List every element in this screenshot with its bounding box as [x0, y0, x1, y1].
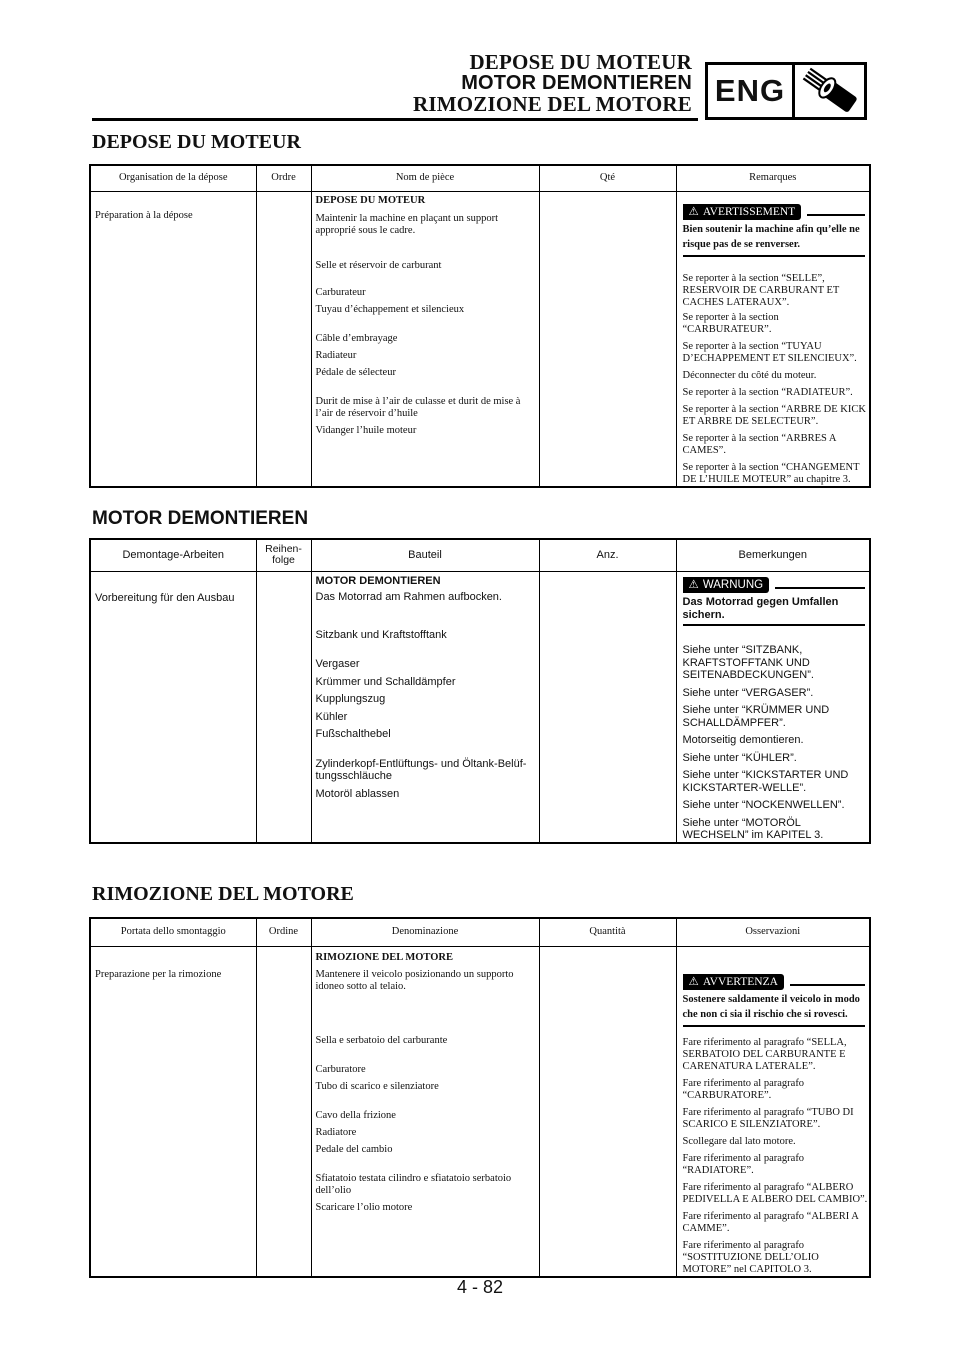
header-title-it: RIMOZIONE DEL MOTORE [413, 92, 692, 116]
col-header: Denominazione [311, 918, 539, 946]
group-label: Préparation à la dépose [95, 209, 193, 221]
page-header-titles [413, 52, 692, 115]
remark: Se reporter à la section “RADIATEUR”. [682, 386, 853, 398]
part-name: Radiateur [315, 349, 357, 361]
remark: Déconnecter du côté du moteur. [682, 369, 817, 381]
section-title-fr: DEPOSE DU MOTEUR [92, 131, 301, 153]
section-title-it: RIMOZIONE DEL MOTORE [92, 883, 354, 905]
remark: Se reporter à la section “ARBRE DE KICK ET ARBRE DE SELECTEUR”. [682, 403, 866, 427]
remark: Se reporter à la section “SELLE”, RESERVOIR DE CARBURANT ET CACHES LATERAUX”. [682, 272, 840, 308]
warning-text: Sostenere saldamente il veicolo in modo che non ci sia il rischio che si rovesci. [682, 993, 860, 1020]
part-name: Kupplungszug [315, 693, 386, 705]
warning-text: Das Motorrad gegen Umfallen sichern. [682, 596, 839, 621]
remark: Se reporter à la section “TUYAU D’ECHAPPEMENT ET SILENCIEUX”. [682, 340, 857, 364]
block-heading: MOTOR DEMONTIEREN [315, 574, 441, 587]
col-header: Reihen-folge [256, 539, 311, 571]
col-header: Osservazioni [676, 918, 870, 946]
remark: Fare riferimento al paragrafo “ALBERI A CAMME”. [682, 1210, 859, 1234]
warning-label: ⚠ AVERTISSEMENT [683, 204, 802, 220]
table-header-row [90, 165, 870, 191]
warning-icon: ⚠ [688, 205, 699, 218]
part-name: Das Motorrad am Rahmen aufbocken. [315, 591, 502, 603]
warning-icon: ⚠ [688, 975, 699, 988]
col-header: Bauteil [311, 539, 539, 571]
part-name: Krümmer und Schalldämpfer [315, 675, 456, 688]
part-name: Selle et réservoir de carburant [315, 259, 442, 271]
section-tab-label: ENG [708, 65, 795, 117]
part-name: Zylinderkopf-Entlüftungs- und Öltank-Belüf-tungsschläuche [315, 757, 527, 782]
part-name: Sella e serbatoio del carburante [315, 1034, 448, 1046]
part-name: Sitzbank und Kraftstofftank [315, 628, 447, 641]
remark: Fare riferimento al paragrafo “SOSTITUZIONE DELL’OLIO MOTORE” nel CAPITOLO 3. [682, 1239, 819, 1275]
col-header: Nom de pièce [311, 165, 539, 191]
part-name: Kühler [315, 710, 348, 723]
part-name: Carburateur [315, 286, 366, 298]
part-name: Maintenir la machine en plaçant un support approprié sous le cadre. [315, 212, 499, 236]
part-name: Radiatore [315, 1126, 357, 1138]
remark: Siehe unter “SITZBANK, KRAFTSTOFFTANK UND SEITENABDECKUNGEN”. [682, 644, 814, 681]
col-header: Portata dello smontaggio [90, 918, 256, 946]
col-header: Demontage-Arbeiten [90, 539, 256, 571]
remark: Fare riferimento al paragrafo “ALBERO PEDIVELLA E ALBERO DEL CAMBIO”. [682, 1181, 868, 1205]
col-header: Anz. [539, 539, 676, 571]
remark: Fare riferimento al paragrafo “CARBURATORE”. [682, 1077, 805, 1101]
procedure-table-it [89, 917, 871, 1278]
page-number: 4 - 82 [456, 1277, 504, 1297]
col-header: Organisation de la dépose [90, 165, 256, 191]
remark: Siehe unter “KICKSTARTER UND KICKSTARTER-WELLE”. [682, 769, 849, 794]
header-rule [92, 118, 698, 121]
warning-header [683, 204, 870, 220]
remark: Se reporter à la section “ARBRES A CAMES”. [682, 432, 836, 456]
col-header: Remarques [676, 165, 870, 191]
remark: Siehe unter “VERGASER”. [682, 686, 814, 699]
remark: Fare riferimento al paragrafo “TUBO DI SCARICO E SILENZIATORE”. [682, 1106, 854, 1130]
part-name: Scaricare l’olio motore [315, 1201, 413, 1213]
remark: Fare riferimento al paragrafo “RADIATORE”. [682, 1152, 805, 1176]
part-name: Carburatore [315, 1063, 366, 1075]
part-name: Fußschalthebel [315, 728, 391, 740]
wrench-icon [795, 65, 864, 117]
part-name: Pedale del cambio [315, 1143, 393, 1155]
remark: Siehe unter “NOCKENWELLEN”. [682, 799, 845, 811]
table-header-row [90, 918, 870, 946]
part-name: Tuyau d’échappement et silencieux [315, 303, 465, 315]
remark: Siehe unter “MOTORÖL WECHSELN” im KAPITEL 3. [682, 816, 824, 841]
warning-icon: ⚠ [688, 578, 699, 591]
col-header: Qté [539, 165, 676, 191]
remark: Se reporter à la section “CARBURATEUR”. [682, 311, 779, 335]
block-heading: RIMOZIONE DEL MOTORE [315, 951, 453, 963]
remark: Siehe unter “KÜHLER”. [682, 751, 797, 764]
group-label: Preparazione per la rimozione [95, 968, 222, 980]
part-name: Tubo di scarico e silenziatore [315, 1080, 439, 1092]
col-header: Quantità [539, 918, 676, 946]
section-tab [705, 62, 867, 120]
remark: Se reporter à la section “CHANGEMENT DE L’HUILE MOTEUR” au chapitre 3. [682, 461, 860, 485]
part-name: Vergaser [315, 658, 360, 670]
part-name: Cavo della frizione [315, 1109, 396, 1121]
remark: Fare riferimento al paragrafo “SELLA, SERBATOIO DEL CARBURANTE E CARENATURA LATERALE”. [682, 1036, 847, 1072]
col-header: Bemerkungen [676, 539, 870, 571]
remark: Scollegare dal lato motore. [682, 1135, 796, 1147]
part-name: Sfiatatoio testata cilindro e sfiatatoio serbatoio dell’olio [315, 1172, 512, 1196]
warning-label: ⚠ AVVERTENZA [683, 974, 784, 990]
part-name: Vidanger l’huile moteur [315, 424, 417, 436]
section-title-de: MOTOR DEMONTIEREN [92, 508, 309, 529]
remark: Siehe unter “KRÜMMER UND SCHALLDÄMPFER”. [682, 704, 830, 729]
warning-label: ⚠ WARNUNG [683, 577, 770, 594]
group-label: Vorbereitung für den Ausbau [95, 591, 235, 604]
block-heading: DEPOSE DU MOTEUR [315, 194, 426, 206]
col-header: Ordre [256, 165, 311, 191]
procedure-table-de [89, 538, 871, 844]
part-name: Motoröl ablassen [315, 787, 400, 800]
warning-header [683, 577, 870, 594]
part-name: Mantenere il veicolo posizionando un supporto idoneo sotto al telaio. [315, 968, 514, 992]
col-header: Ordine [256, 918, 311, 946]
procedure-table-fr [89, 164, 871, 488]
warning-text: Bien soutenir la machine afin qu’elle ne risque pas de se renverser. [682, 223, 860, 250]
warning-header [683, 974, 870, 990]
header-title-fr: DEPOSE DU MOTEUR [469, 50, 692, 74]
part-name: Pédale de sélecteur [315, 366, 396, 378]
header-title-de: MOTOR DEMONTIEREN [461, 72, 692, 94]
part-name: Câble d’embrayage [315, 332, 398, 344]
remark: Motorseitig demontieren. [682, 734, 804, 746]
table-header-row [90, 539, 870, 571]
part-name: Durit de mise à l’air de culasse et durit de mise à l’air de réservoir d’huile [315, 395, 521, 419]
